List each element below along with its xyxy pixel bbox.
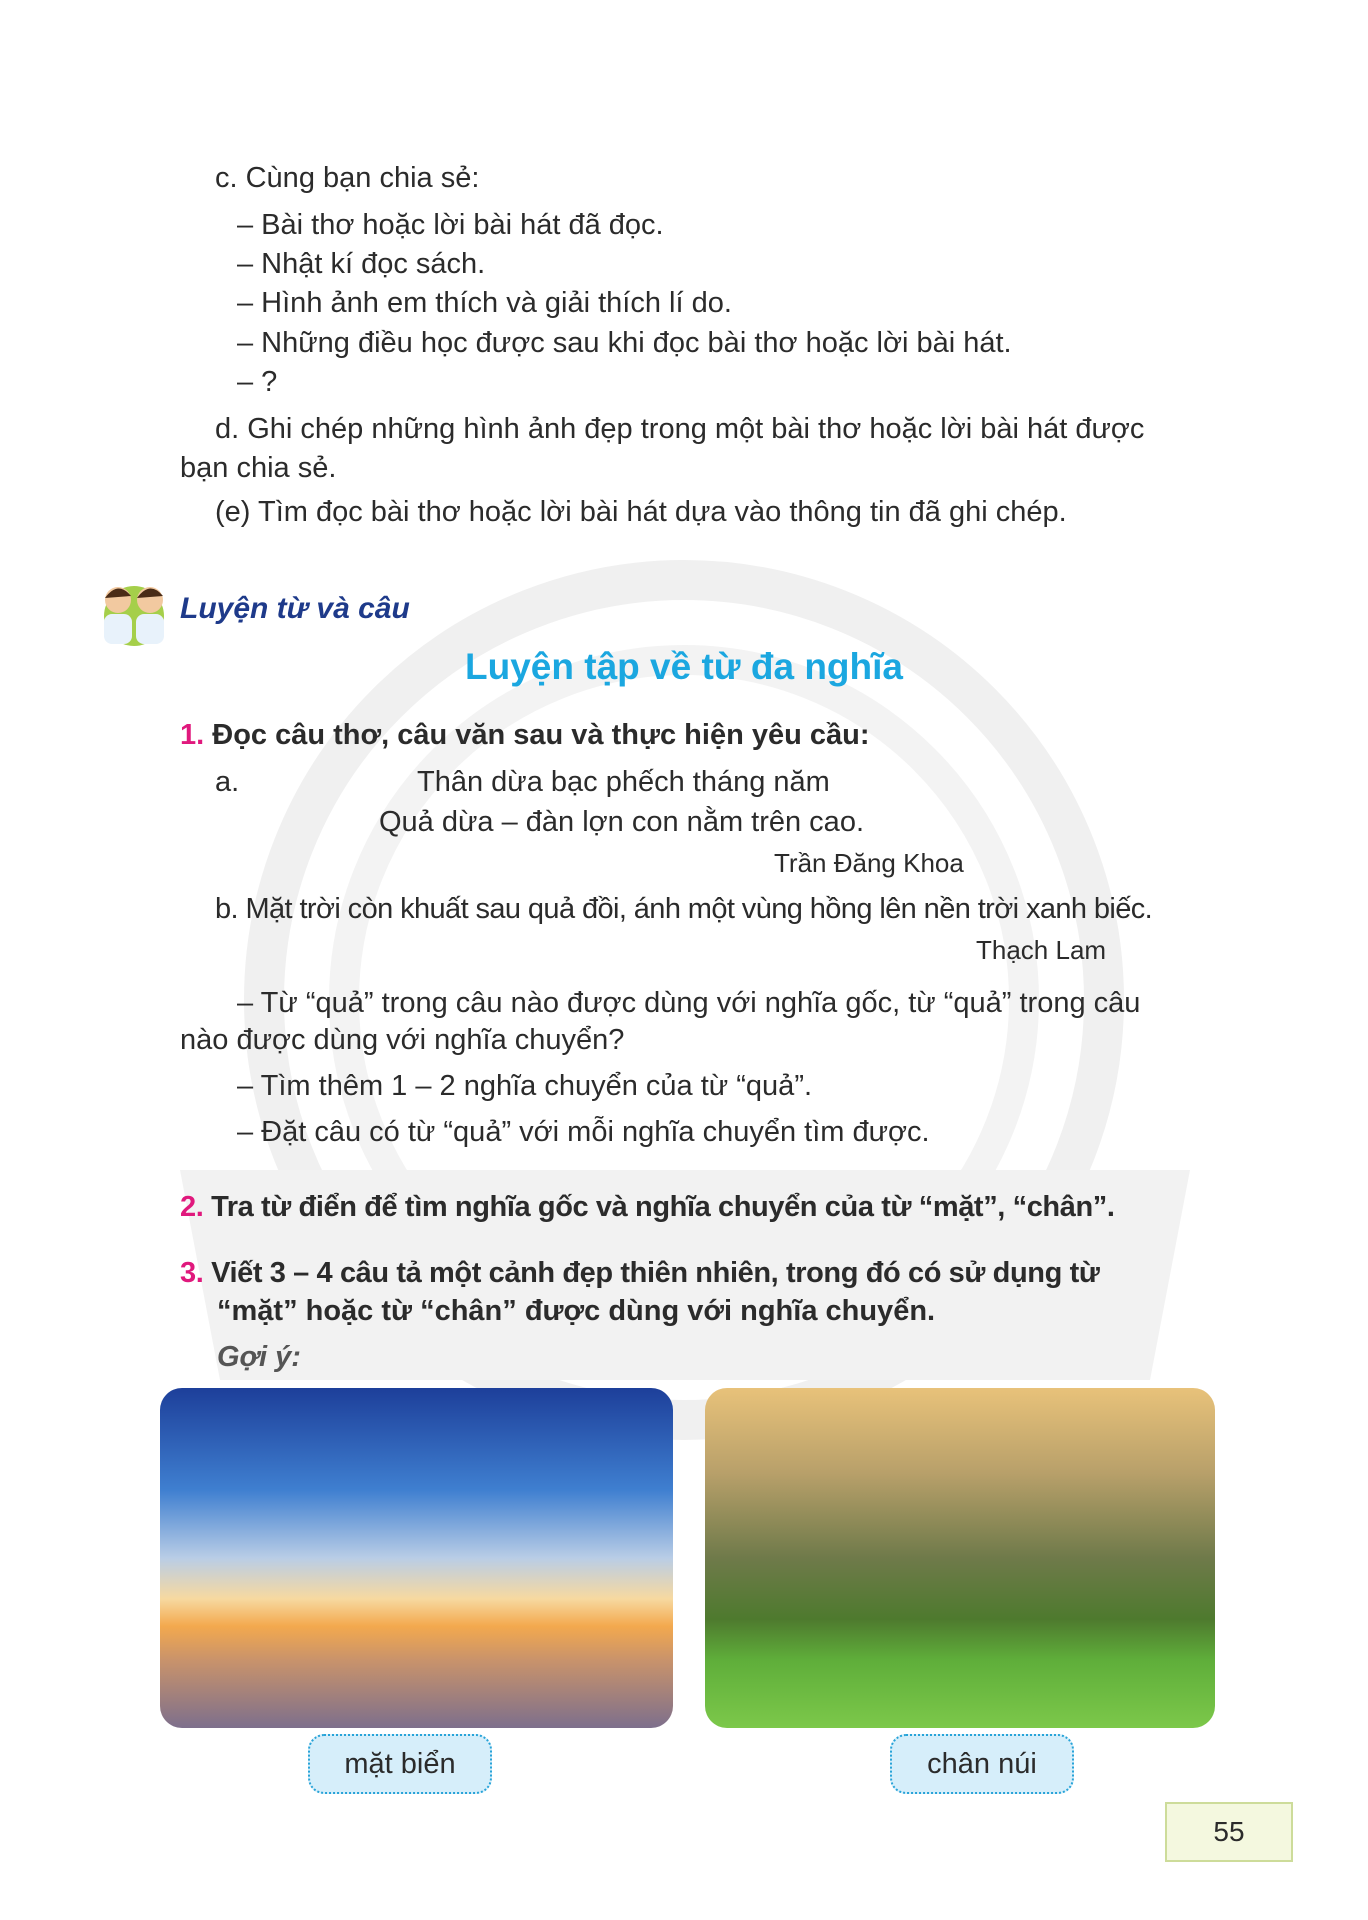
c-item: – ? xyxy=(237,366,278,398)
caption-mountain: chân núi xyxy=(890,1734,1074,1794)
exercise-text: “mặt” hoặc từ “chân” được dùng với nghĩa chuyển. xyxy=(217,1295,936,1327)
c-item: – Nhật kí đọc sách. xyxy=(237,248,486,280)
c-item: – Bài thơ hoặc lời bài hát đã đọc. xyxy=(237,209,664,241)
poem-line: Quả dừa – đàn lợn con nằm trên cao. xyxy=(379,806,864,838)
question-line: – Từ “quả” trong câu nào được dùng với nghĩa gốc, từ “quả” trong câu xyxy=(237,987,1141,1019)
exercise-number: 1. xyxy=(180,719,205,751)
d-line: d. Ghi chép những hình ảnh đẹp trong một bài thơ hoặc lời bài hát được xyxy=(215,413,1145,445)
c-item: – Những điều học được sau khi đọc bài thơ hoặc lời bài hát. xyxy=(237,327,1012,359)
lesson-title: Luyện tập về từ đa nghĩa xyxy=(465,646,903,687)
b-author: Thạch Lam xyxy=(976,935,1107,965)
mountain-photo xyxy=(705,1388,1215,1728)
b-line: b. Mặt trời còn khuất sau quả đồi, ánh một vùng hồng lên nền trời xanh biếc. xyxy=(215,893,1153,925)
students-icon xyxy=(92,578,176,648)
c-label: c. Cùng bạn chia sẻ: xyxy=(215,162,480,194)
question-line: nào được dùng với nghĩa chuyển? xyxy=(180,1024,625,1056)
sea-photo xyxy=(160,1388,673,1728)
poem-author: Trần Đăng Khoa xyxy=(774,848,964,878)
question-line: – Tìm thêm 1 – 2 nghĩa chuyển của từ “quả”. xyxy=(237,1070,813,1102)
question-line: – Đặt câu có từ “quả” với mỗi nghĩa chuyển tìm được. xyxy=(237,1116,930,1148)
section-label: Luyện từ và câu xyxy=(180,592,410,625)
exercise-text: Đọc câu thơ, câu văn sau và thực hiện yêu cầu: xyxy=(212,719,870,751)
hint-label: Gợi ý: xyxy=(217,1341,301,1373)
exercise-3 xyxy=(180,1255,1099,1291)
poem-line: Thân dừa bạc phếch tháng năm xyxy=(417,766,830,798)
e-line: (e) Tìm đọc bài thơ hoặc lời bài hát dựa vào thông tin đã ghi chép. xyxy=(215,496,1067,528)
exercise-text: Tra từ điển để tìm nghĩa gốc và nghĩa chuyển của từ “mặt”, “chân”. xyxy=(211,1191,1115,1223)
exercise-number: 2. xyxy=(180,1191,204,1223)
exercise-number: 3. xyxy=(180,1257,204,1289)
c-item: – Hình ảnh em thích và giải thích lí do. xyxy=(237,287,732,319)
caption-sea: mặt biển xyxy=(308,1734,492,1794)
d-line: bạn chia sẻ. xyxy=(180,452,337,484)
page-number: 55 xyxy=(1165,1802,1293,1862)
exercise-1 xyxy=(180,717,870,753)
exercise-2 xyxy=(180,1189,1115,1225)
a-label: a. xyxy=(215,766,240,798)
exercise-text: Viết 3 – 4 câu tả một cảnh đẹp thiên nhiên, trong đó có sử dụng từ xyxy=(211,1257,1100,1289)
